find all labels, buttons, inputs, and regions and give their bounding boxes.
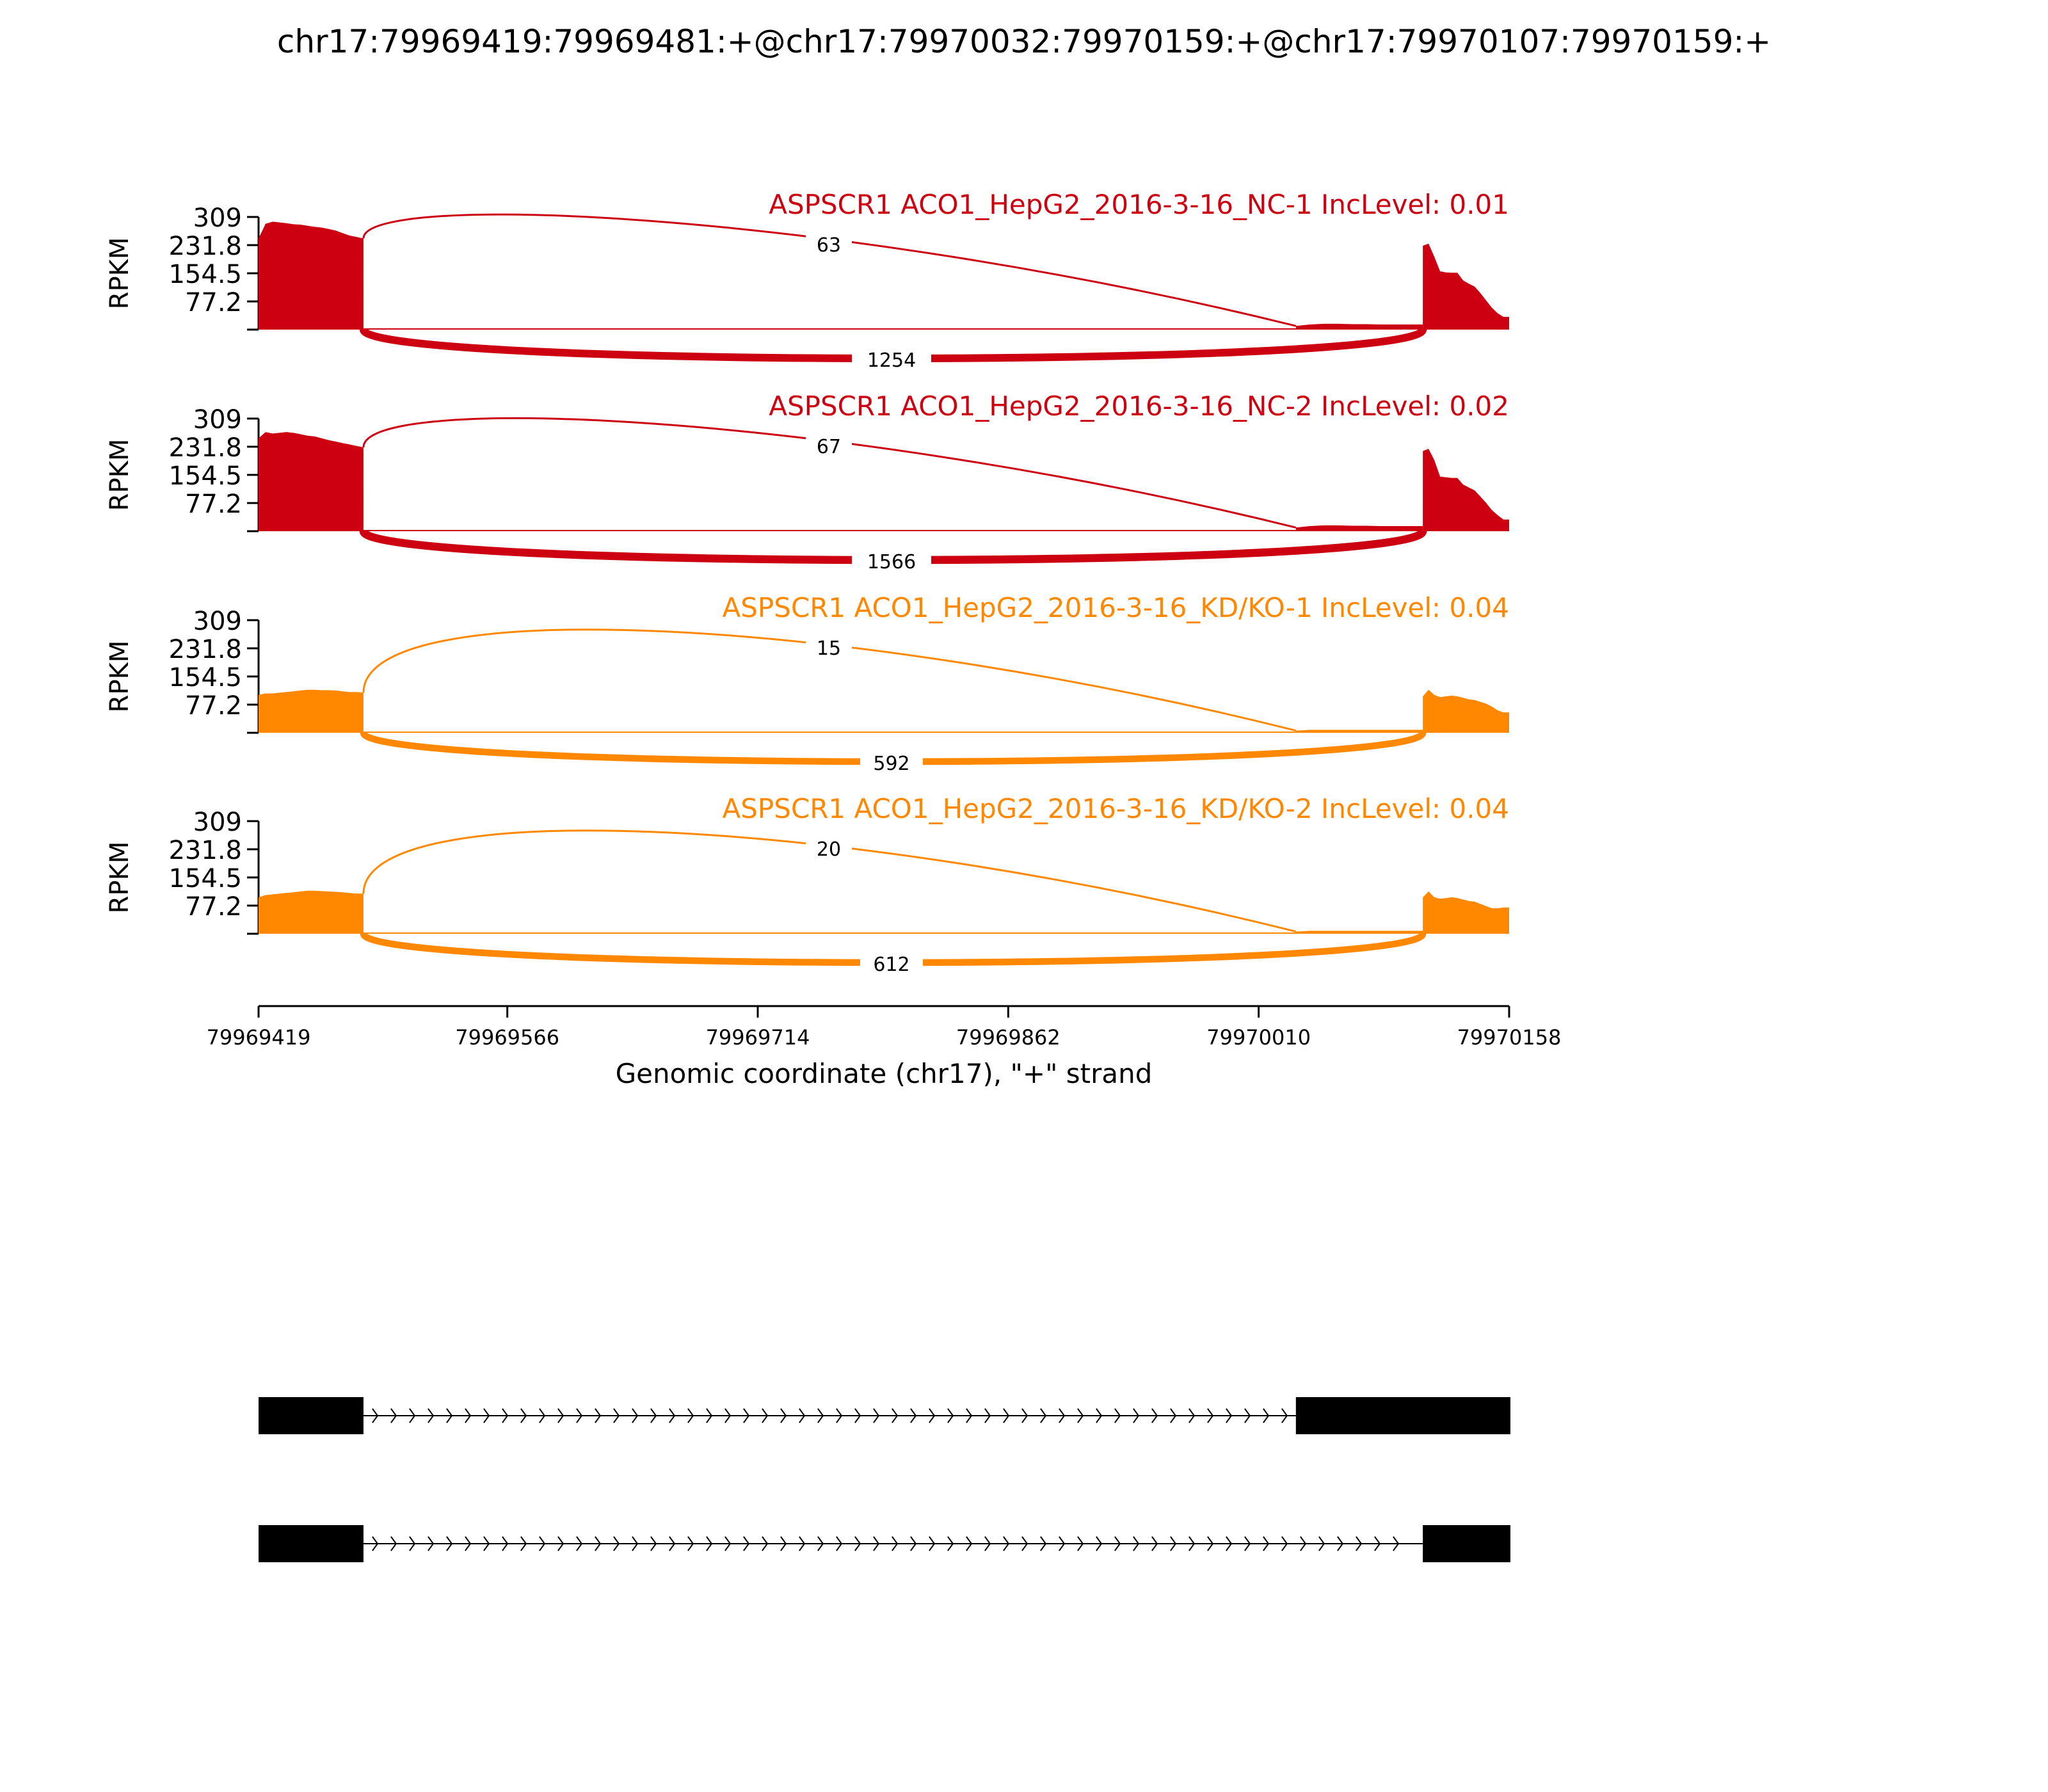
sample-panel [105,793,1509,977]
junction-arc [364,214,1296,326]
coverage-area-middle-exon [1296,324,1423,330]
y-tick-label: 231.8 [168,231,242,261]
sample-label: ASPSCR1 ACO1_HepG2_2016-3-16_KD/KO-2 IncLevel: 0.04 [722,793,1509,824]
coverage-area-exon1 [259,432,364,531]
x-tick-label: 79970158 [1457,1025,1562,1050]
y-tick-label: 309 [193,808,242,837]
exon-block [259,1397,364,1434]
x-tick-label: 79969862 [956,1025,1060,1050]
y-axis-label: RPKM [105,237,134,310]
isoform-track [259,1397,1510,1434]
coverage-area-last-exon [1423,690,1509,733]
exon-block [259,1525,364,1562]
coverage-area-exon1 [259,891,364,934]
junction-read-count: 1566 [867,551,916,573]
coverage-area-last-exon [1423,449,1509,531]
sample-label: ASPSCR1 ACO1_HepG2_2016-3-16_NC-1 IncLevel: 0.01 [769,189,1509,220]
y-axis-label: RPKM [105,841,134,914]
y-axis-label: RPKM [105,438,134,511]
junction-read-count: 63 [816,234,842,257]
y-tick-label: 77.2 [184,691,242,721]
coverage-area-middle-exon [1296,525,1423,531]
y-tick-label: 77.2 [184,490,242,520]
junction-read-count: 20 [816,838,842,861]
chart-title: chr17:79969419:79969481:+@chr17:79970032:79970159:+@chr17:79970107:79970159:+ [276,23,1772,60]
junction-read-count: 15 [816,637,842,660]
y-tick-label: 231.8 [168,433,242,463]
junction-read-count: 592 [873,753,910,775]
exon-block [1296,1397,1510,1434]
coverage-area-exon1 [259,221,364,330]
x-tick-label: 79969566 [455,1025,560,1050]
y-tick-label: 77.2 [184,892,242,922]
y-tick-label: 154.5 [168,864,242,893]
isoform-track [259,1525,1510,1562]
coverage-area-last-exon [1423,892,1509,934]
coverage-area-middle-exon [1296,931,1423,934]
y-tick-label: 231.8 [168,634,242,664]
y-tick-label: 309 [193,204,242,233]
y-tick-label: 154.5 [168,260,242,289]
exon-block [1423,1525,1510,1562]
sample-panel [105,189,1509,373]
sample-label: ASPSCR1 ACO1_HepG2_2016-3-16_NC-2 IncLevel: 0.02 [769,390,1509,422]
y-tick-label: 309 [193,607,242,636]
y-tick-label: 154.5 [168,663,242,692]
x-tick-label: 79969714 [705,1025,810,1050]
y-tick-label: 309 [193,405,242,435]
junction-read-count: 1254 [867,349,916,372]
sample-panel [105,592,1509,776]
sample-panel [105,390,1509,575]
coverage-area-last-exon [1423,244,1509,330]
y-tick-label: 231.8 [168,835,242,865]
x-axis-label: Genomic coordinate (chr17), "+" strand [615,1058,1153,1089]
y-axis-label: RPKM [105,640,134,713]
coverage-area-exon1 [259,690,364,733]
y-tick-label: 77.2 [184,288,242,318]
x-tick-label: 79970010 [1206,1025,1311,1050]
x-tick-label: 79969419 [206,1025,311,1050]
junction-read-count: 612 [873,954,910,976]
sample-label: ASPSCR1 ACO1_HepG2_2016-3-16_KD/KO-1 IncLevel: 0.04 [722,592,1509,623]
junction-read-count: 67 [816,436,842,458]
y-tick-label: 154.5 [168,461,242,491]
coverage-area-middle-exon [1296,730,1423,733]
